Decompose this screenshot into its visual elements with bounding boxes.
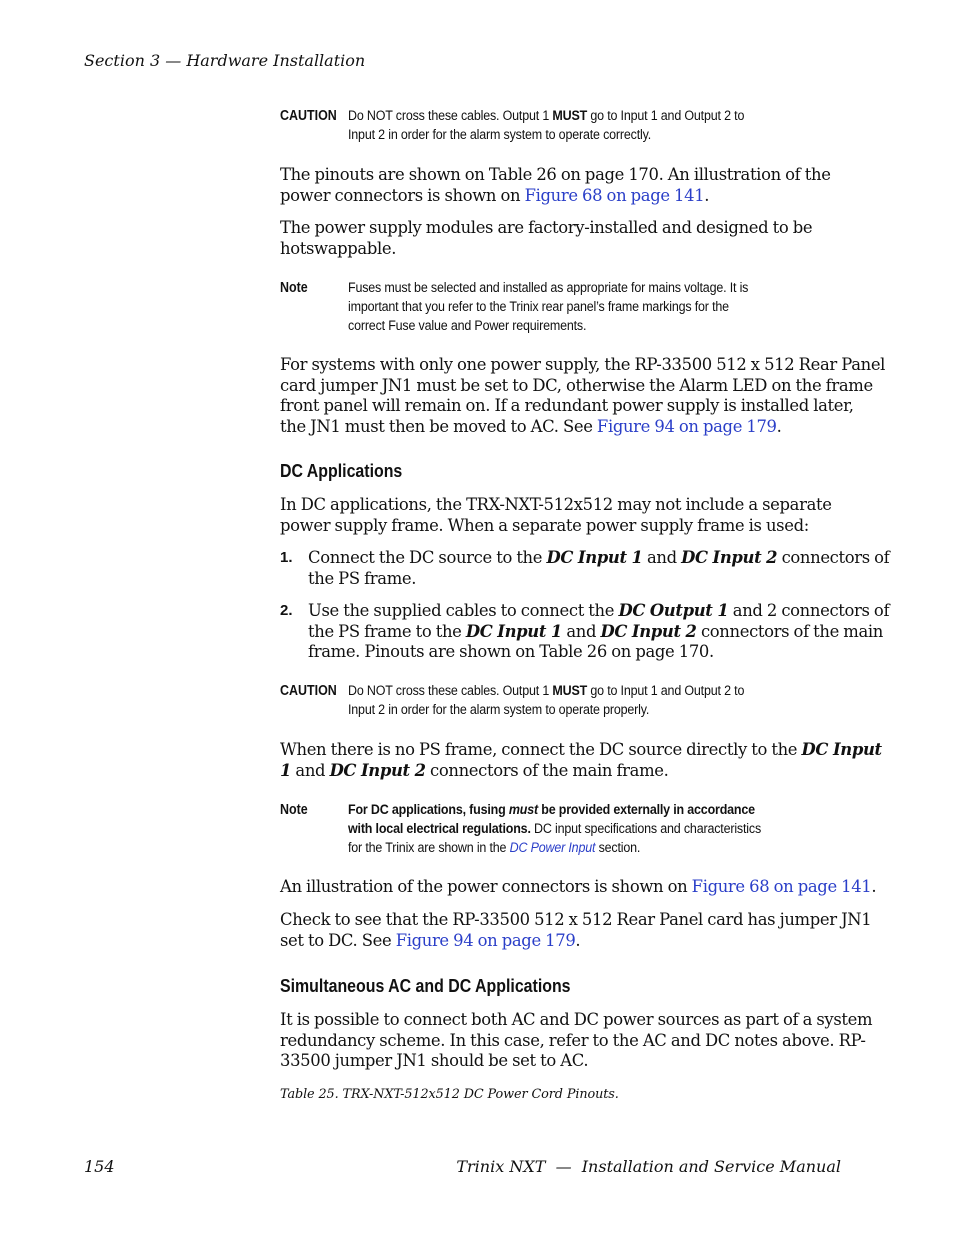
note-label: Note <box>280 802 308 818</box>
pinouts-paragraph: The pinouts are shown on Table 26 on page 170. An illustration of the power connectors is shown on Figure 68 on page 141. <box>280 165 831 205</box>
table-caption: Table 25. TRX-NXT-512x512 DC Power Cord Pinouts. <box>280 1087 619 1102</box>
caution-text: Do NOT cross these cables. Output 1 MUST go to Input 1 and Output 2 to Input 2 in order for the alarm system to operate properly. <box>348 683 745 718</box>
figure-68-link[interactable]: Figure 68 on page 141 <box>524 185 705 205</box>
single-ps-paragraph: For systems with only one power supply, the RP-33500 512 x 512 Rear Panel card jumper JN1 must be set to DC, otherwise the Alarm LED on the frame front panel will remain on. If a redundant power supply is installed later, the JN1 must then be moved to AC. See Figure 94 on page 179. <box>280 355 886 436</box>
figure-94-link[interactable]: Figure 94 on page 179 <box>596 416 777 436</box>
step-1-text: Connect the DC source to the DC Input 1 and DC Input 2 connectors of the PS frame. <box>308 548 890 588</box>
illustration-paragraph: An illustration of the power connectors is shown on Figure 68 on page 141. <box>280 877 877 896</box>
check-jumper-paragraph: Check to see that the RP-33500 512 x 512 Rear Panel card has jumper JN1 set to DC. See Figure 94 on page 179. <box>280 910 872 950</box>
running-head: Section 3 — Hardware Installation <box>84 51 366 70</box>
figure-68-link[interactable]: Figure 68 on page 141 <box>691 877 872 896</box>
dc-power-input-link[interactable]: DC Power Input <box>509 840 596 856</box>
step-number: 1. <box>280 549 293 566</box>
step-2-text: Use the supplied cables to connect the DC Output 1 and 2 connectors of the PS frame to the DC Input 1 and DC Input 2 connectors of the main frame. Pinouts are shown on Table 26 on page 170. <box>308 601 890 662</box>
figure-94-link[interactable]: Figure 94 on page 179 <box>395 930 576 950</box>
caution-label: CAUTION <box>280 683 337 699</box>
hotswap-paragraph: The power supply modules are factory-installed and designed to be hotswappable. <box>280 218 813 258</box>
dc-applications-heading: DC Applications <box>280 460 403 481</box>
simultaneous-heading: Simultaneous AC and DC Applications <box>280 975 571 996</box>
note-label: Note <box>280 280 308 296</box>
note-text: For DC applications, fusing must be provided externally in accordance with local electrical regulations. DC input specifications and characteristics for the Trinix are shown in the DC Power Input section. <box>348 802 762 856</box>
page-number: 154 <box>84 1157 115 1176</box>
simultaneous-paragraph: It is possible to connect both AC and DC power sources as part of a system redundancy scheme. In this case, refer to the AC and DC notes above. RP- 33500 jumper JN1 should be set to AC. <box>280 1010 873 1071</box>
step-number: 2. <box>280 602 293 619</box>
manual-title: Trinix NXT — Installation and Service Manual <box>456 1157 841 1176</box>
no-ps-frame-paragraph: When there is no PS frame, connect the DC source directly to the DC Input 1 and DC Input 2 connectors of the main frame. <box>280 740 882 780</box>
dc-intro-paragraph: In DC applications, the TRX-NXT-512x512 may not include a separate power supply frame. When a separate power supply frame is used: <box>280 495 832 535</box>
caution-label: CAUTION <box>280 108 337 124</box>
note-text: Fuses must be selected and installed as appropriate for mains voltage. It is important that you refer to the Trinix rear panel’s frame markings for the correct Fuse value and Power requirements. <box>348 280 749 334</box>
caution-text: Do NOT cross these cables. Output 1 MUST go to Input 1 and Output 2 to Input 2 in order for the alarm system to operate correctly. <box>348 108 745 143</box>
